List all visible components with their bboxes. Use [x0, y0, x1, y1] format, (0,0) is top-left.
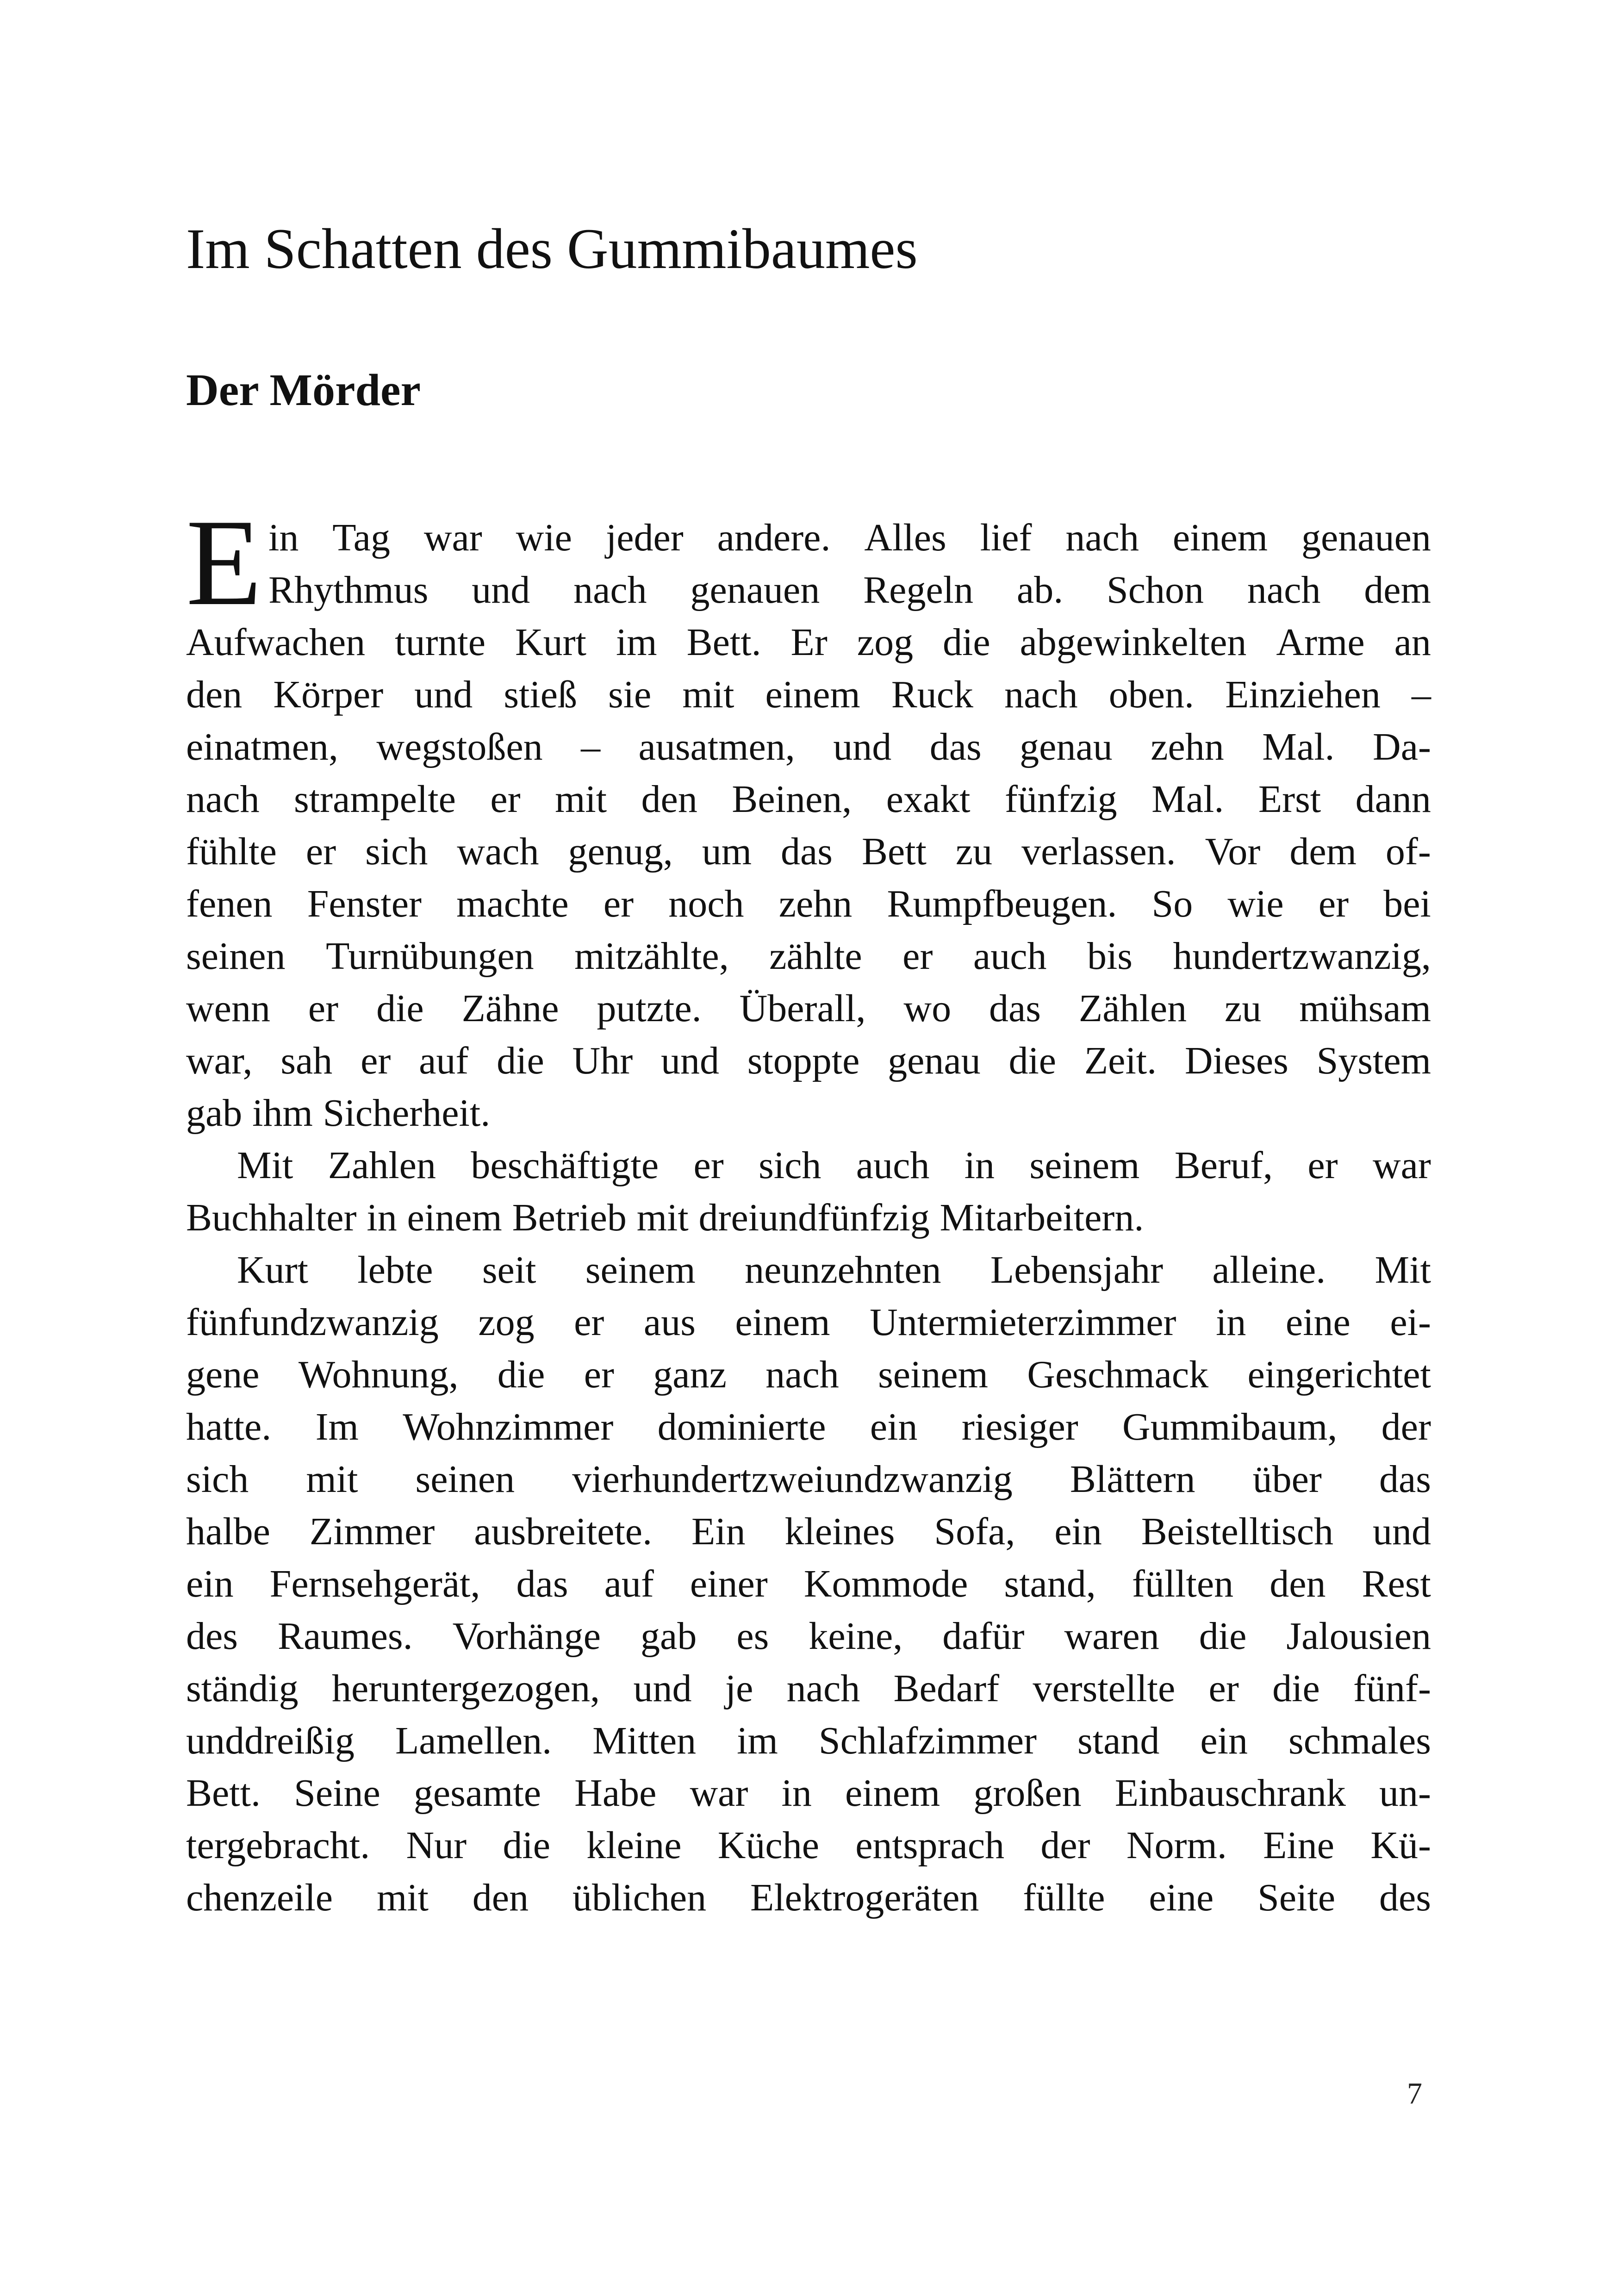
- text-line: den Körper und stieß sie mit einem Ruck nach oben. Einziehen –: [186, 673, 1431, 716]
- text-line: ständig heruntergezogen, und je nach Bedarf verstellte er die fünf-: [186, 1667, 1431, 1710]
- text-line: des Raumes. Vorhänge gab es keine, dafür waren die Jalousien: [186, 1615, 1431, 1658]
- text-line: halbe Zimmer ausbreitete. Ein kleines Sofa, ein Beistelltisch und: [186, 1510, 1431, 1553]
- text-line: unddreißig Lamellen. Mitten im Schlafzimmer stand ein schmales: [186, 1719, 1431, 1762]
- text-line: fenen Fenster machte er noch zehn Rumpfbeugen. So wie er bei: [186, 882, 1431, 925]
- text-line: nach strampelte er mit den Beinen, exakt fünfzig Mal. Erst dann: [186, 778, 1431, 821]
- text-line: gab ihm Sicherheit.: [186, 1092, 491, 1135]
- text-line: fühlte er sich wach genug, um das Bett zu verlassen. Vor dem of-: [186, 830, 1431, 873]
- text-line: Buchhalter in einem Betrieb mit dreiundfünfzig Mitarbeitern.: [186, 1196, 1144, 1239]
- text-line: fünfundzwanzig zog er aus einem Untermieterzimmer in eine ei-: [186, 1301, 1431, 1344]
- text-line: hatte. Im Wohnzimmer dominierte ein riesiger Gummibaum, der: [186, 1405, 1431, 1448]
- section-title: Der Mörder: [186, 365, 421, 415]
- text-line: gene Wohnung, die er ganz nach seinem Geschmack eingerichtet: [186, 1353, 1431, 1396]
- text-line: einatmen, wegstoßen – ausatmen, und das genau zehn Mal. Da-: [186, 725, 1431, 768]
- text-line: tergebracht. Nur die kleine Küche entsprach der Norm. Eine Kü-: [186, 1824, 1431, 1867]
- text-line: in Tag war wie jeder andere. Alles lief nach einem genauen: [268, 516, 1431, 559]
- text-line: ein Fernsehgerät, das auf einer Kommode stand, füllten den Rest: [186, 1562, 1431, 1605]
- text-line: Rhythmus und nach genauen Regeln ab. Schon nach dem: [268, 568, 1431, 611]
- text-line: war, sah er auf die Uhr und stoppte genau die Zeit. Dieses System: [186, 1039, 1431, 1082]
- text-line: Aufwachen turnte Kurt im Bett. Er zog die abgewinkelten Arme an: [186, 621, 1431, 664]
- text-line: wenn er die Zähne putzte. Überall, wo das Zählen zu mühsam: [186, 987, 1431, 1030]
- text-line: seinen Turnübungen mitzählte, zählte er auch bis hundertzwanzig,: [186, 935, 1431, 978]
- text-line: Mit Zahlen beschäftigte er sich auch in seinem Beruf, er war: [237, 1144, 1431, 1187]
- drop-cap: E: [186, 493, 262, 631]
- page-number: 7: [1407, 2077, 1422, 2110]
- text-line: chenzeile mit den üblichen Elektrogeräten füllte eine Seite des: [186, 1876, 1431, 1919]
- text-line: Bett. Seine gesamte Habe war in einem großen Einbauschrank un-: [186, 1772, 1431, 1815]
- body-text: [186, 493, 1431, 1924]
- chapter-title: Im Schatten des Gummibaumes: [186, 217, 918, 281]
- text-line: Kurt lebte seit seinem neunzehnten Lebensjahr alleine. Mit: [237, 1248, 1431, 1292]
- text-line: sich mit seinen vierhundertzweiundzwanzig Blättern über das: [186, 1458, 1431, 1501]
